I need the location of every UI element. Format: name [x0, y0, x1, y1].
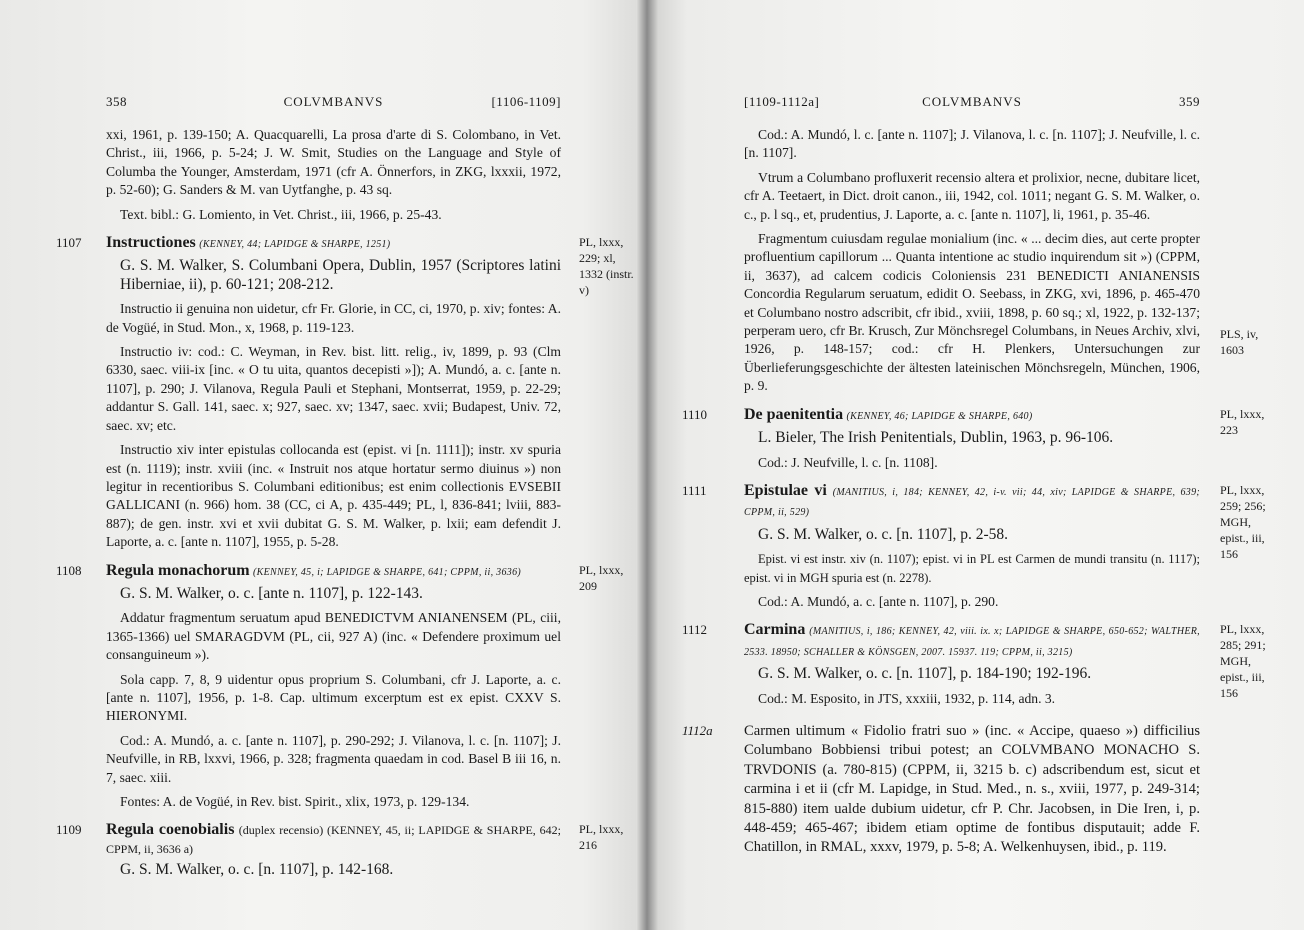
entry-note: Addatur fragmentum seruatum apud BENEDICTVM ANIANENSEM (PL, ciii, 1365-1366) uel SMARAGDVM (PL, cii, 927 A) (inc. « Defendere proximum uel consanguineum »).	[106, 610, 561, 663]
text-bibl: Text. bibl.: G. Lomiento, in Vet. Christ., iii, 1966, p. 25-43.	[120, 206, 442, 222]
entry-number: 1108	[56, 562, 82, 578]
entry-note: Epist. vi est instr. xiv (n. 1107); epist. vi in PL est Carmen de mundi transitu (n. 1117); epist. vi in MGH spuria est (n. 2278).	[744, 552, 1200, 585]
entry-1108	[56, 561, 624, 812]
margin-ref: PL, lxxx, 259; 256; MGH, epist., iii, 156	[1220, 482, 1266, 561]
entry-title: Regula monachorum	[106, 561, 250, 579]
margin-ref: PL, lxxx, 285; 291; MGH, epist., iii, 156	[1220, 622, 1266, 701]
left-column	[56, 126, 634, 883]
continued-text: xxi, 1961, p. 139-150; A. Quacquarelli, La prosa d'arte di S. Colombano, in Vet. Christ., iii, 1966, p. 5-24; J. W. Smit, Studies on the Language and Style of Columba the Younger, Amsterdam, 1971 (cfr A. Önnerfors, in ZKG, lxxxii, 1972, p. 52-60); G. Sanders & M. van Uytfanghe, p. 43 sq.	[106, 127, 561, 198]
continued-text: Vtrum a Columbano profluxerit recensio altera et prolixior, necne, dubitare licet, cfr A. Teetaert, in Dict. droit canon., iii, 1942, col. 1011; negant G. S. M. Walker, o. c., p. l sq., et, prudentius, J. Laporte, a. c. [ante n. 1107], li, 1961, p. 35-46.	[744, 169, 1200, 222]
entry-note: Carmen ultimum « Fidolio fratri suo » (inc. « Accipe, quaeso ») difficilius Columbano Bobbiensi tribui potest; an COLVMBANO MONACHO S. TRVDONIS (a. 780-815) (CPPM, ii, 3215 b. c) adscribendum est, sicut et carmina i et ii (cfr M. Lapidge, in Stud. Med., n. s., xviii, 1977, p. 249-314; 815-880) item ualde dubium uidetur, cfr P. Chr. Jacobsen, in Die Iren, i, p. 448-459; 465-467; ibidem etiam optime de fontibus disputauit; adde F. Chatillon, in RMAL, xxxv, 1979, p. 5-8; A. Welkenhuysen, ibid., p. 119.	[744, 722, 1200, 856]
left-header	[106, 94, 561, 110]
entry-refs: (KENNEY, 45, i; LAPIDGE & SHARPE, 641; CPPM, ii, 3636)	[252, 566, 522, 578]
page-number: 358	[106, 94, 127, 109]
entry-refs: (KENNEY, 46; LAPIDGE & SHARPE, 640)	[846, 410, 1033, 422]
page-number: 359	[1179, 94, 1200, 109]
entry-edition: L. Bieler, The Irish Penitentials, Dublin, 1963, p. 96-106.	[758, 429, 1114, 447]
entry-title: Epistulae vi	[744, 481, 827, 499]
entry-title: De paenitentia	[744, 405, 844, 423]
margin-ref: PL, lxxx, 229; xl, 1332 (instr. v)	[579, 235, 634, 298]
right-page	[648, 0, 1304, 930]
running-title: COLVMBANVS	[283, 94, 384, 109]
entry-title: Instructiones	[106, 234, 196, 252]
entry-note: Cod.: A. Mundó, a. c. [ante n. 1107], p. 290.	[758, 593, 999, 609]
continued-text: Fragmentum cuiusdam regulae monialium (inc. « ... decim dies, aut certe propter profluentium capillorum ... Quanta intentione ac studio inquirendum sit ») (CPPM, ii, 3637), ad calcem codicis Coloniensis 231 BENEDICTI ANIANENSIS Concordia Regularum seruatum, edidit O. Seebass, in ZKG, xvi, 1896, p. 465-470 et Columbano nostro adscribit, cfr ibid., xviii, 1898, p. 60 sq.; xl, 1922, p. 132-137; perperam uero, cfr Br. Krusch, Zur Mönchsregel Columbans, in Neues Archiv, xlvi, 1926, p. 148-157; cod.: cfr H. Plenkers, Untersuchungen zur Überlieferungsgeschichte der ältesten lateinischen Mönchsregeln, München, 1906, p. 9.	[744, 231, 1200, 394]
entry-note: Cod.: A. Mundó, a. c. [ante n. 1107], p. 290-292; J. Vilanova, l. c. [n. 1107]; J. Neufville, in RB, lxxvi, 1966, p. 328; fragmenta quaedam in cod. Basel B iii 16, n. 7, saec. xiii.	[106, 732, 561, 785]
entry-title: Carmina	[744, 621, 806, 639]
entry-note: Sola capp. 7, 8, 9 uidentur opus proprium S. Columbani, cfr J. Laporte, a. c. [ante n. 1107], 1956, p. 1-8. Cap. ultimum excerptum est ex epist. CXXV S. HIERONYMI.	[106, 671, 561, 724]
entry-refs: (MANITIUS, i, 184; KENNEY, 42, i-v. vii; 44, xiv; LAPIDGE & SHARPE, 639; CPPM, ii, 529)	[744, 486, 1201, 519]
entry-1110	[682, 405, 1265, 472]
entry-edition: G. S. M. Walker, o. c. [n. 1107], p. 184-190; 192-196.	[758, 665, 1092, 683]
entry-note: Fontes: A. de Vogüé, in Rev. bist. Spirit., xlix, 1973, p. 129-134.	[120, 794, 470, 809]
margin-ref: PL, lxxx, 209	[579, 562, 624, 593]
entry-number: 1110	[682, 406, 708, 422]
entry-number: 1112a	[682, 722, 713, 738]
margin-ref: PLS, iv, 1603	[1220, 327, 1259, 358]
entry-range: [1109-1112a]	[744, 94, 820, 109]
running-title: COLVMBANVS	[922, 94, 1022, 109]
entry-edition: G. S. M. Walker, o. c. [ante n. 1107], p. 122-143.	[120, 584, 423, 602]
right-column	[682, 126, 1266, 858]
entry-note: Instructio iv: cod.: C. Weyman, in Rev. bist. litt. relig., iv, 1899, p. 93 (Clm 6330, saec. viii-ix [inc. « O tu uita, quantos decepisti »]); A. Mundó, a. c. [ante n. 1107], p. 290; J. Vilanova, Regula Pauli et Stephani, Montserrat, 1959, p. 22-29; addantur S. Gall. 141, saec. x; 927, saec. xv; 1347, saec. xvii; Budapest, Univ. 72, saec. xv; etc.	[106, 344, 561, 433]
entry-edition: G. S. M. Walker, S. Columbani Opera, Dublin, 1957 (Scriptores latini Hiberniae, ii), p. 60-121; 208-212.	[120, 257, 561, 293]
entry-note: Instructio ii genuina non uidetur, cfr Fr. Glorie, in CC, ci, 1970, p. xiv; fontes: A. de Vogüé, in Stud. Mon., x, 1968, p. 119-123.	[106, 301, 561, 335]
entry-edition: G. S. M. Walker, o. c. [n. 1107], p. 2-58.	[758, 525, 1008, 543]
entry-edition: G. S. M. Walker, o. c. [n. 1107], p. 142-168.	[120, 861, 394, 879]
left-page	[0, 0, 648, 930]
entry-number: 1109	[56, 822, 82, 838]
margin-ref: PL, lxxx, 216	[579, 822, 624, 853]
entry-1112	[682, 621, 1266, 708]
entry-refs: (KENNEY, 44; LAPIDGE & SHARPE, 1251)	[199, 239, 391, 251]
entry-1111	[682, 481, 1266, 611]
right-header	[744, 94, 1200, 110]
entry-note: Cod.: M. Esposito, in JTS, xxxiii, 1932, p. 114, adn. 3.	[758, 690, 1056, 706]
entry-number: 1107	[56, 235, 82, 251]
entry-note: Instructio xiv inter epistulas collocanda est (epist. vi [n. 1111]); instr. xv spuria est (n. 1119); instr. xviii (inc. « Instruit nos atque hortatur sermo diuinus ») non legitur in recentioribus S. Columbani editionibus; est enim collectionis EVSEBII GALLICANI (n. 966) hom. 38 (CC, ci A, p. 435-449; PL, l, 836-841; lviii, 883-887); de gen. instr. xvi et xvii dubitat G. S. M. Walker, p. lxii; eam defendit J. Laporte, a. c. [ante n. 1107], 1955, p. 5-28.	[106, 442, 561, 550]
margin-ref: PL, lxxx, 223	[1220, 406, 1265, 437]
continued-text: Cod.: A. Mundó, l. c. [ante n. 1107]; J. Vilanova, l. c. [n. 1107]; J. Neufville, l. c. [n. 1107].	[744, 127, 1200, 161]
entry-1109	[56, 821, 624, 879]
entry-number: 1112	[682, 622, 708, 638]
entry-1112a	[682, 722, 1200, 858]
entry-refs: (duplex recensio) (KENNEY, 45, ii; LAPIDGE & SHARPE, 642; CPPM, ii, 3636 a)	[106, 823, 562, 856]
entry-1107	[56, 234, 634, 552]
entry-refs: (MANITIUS, i, 186; KENNEY, 42, viii. ix. x; LAPIDGE & SHARPE, 650-652; WALTHER, 2533. 18950; SCHALLER & KÖNSGEN, 2007. 15937. 119; CPPM, ii, 3215)	[744, 626, 1200, 658]
entry-title: Regula coenobialis	[106, 821, 235, 839]
book-gutter	[636, 0, 658, 930]
entry-range: [1106-1109]	[491, 94, 561, 109]
entry-number: 1111	[682, 482, 707, 498]
entry-note: Cod.: J. Neufville, l. c. [n. 1108].	[758, 454, 938, 470]
